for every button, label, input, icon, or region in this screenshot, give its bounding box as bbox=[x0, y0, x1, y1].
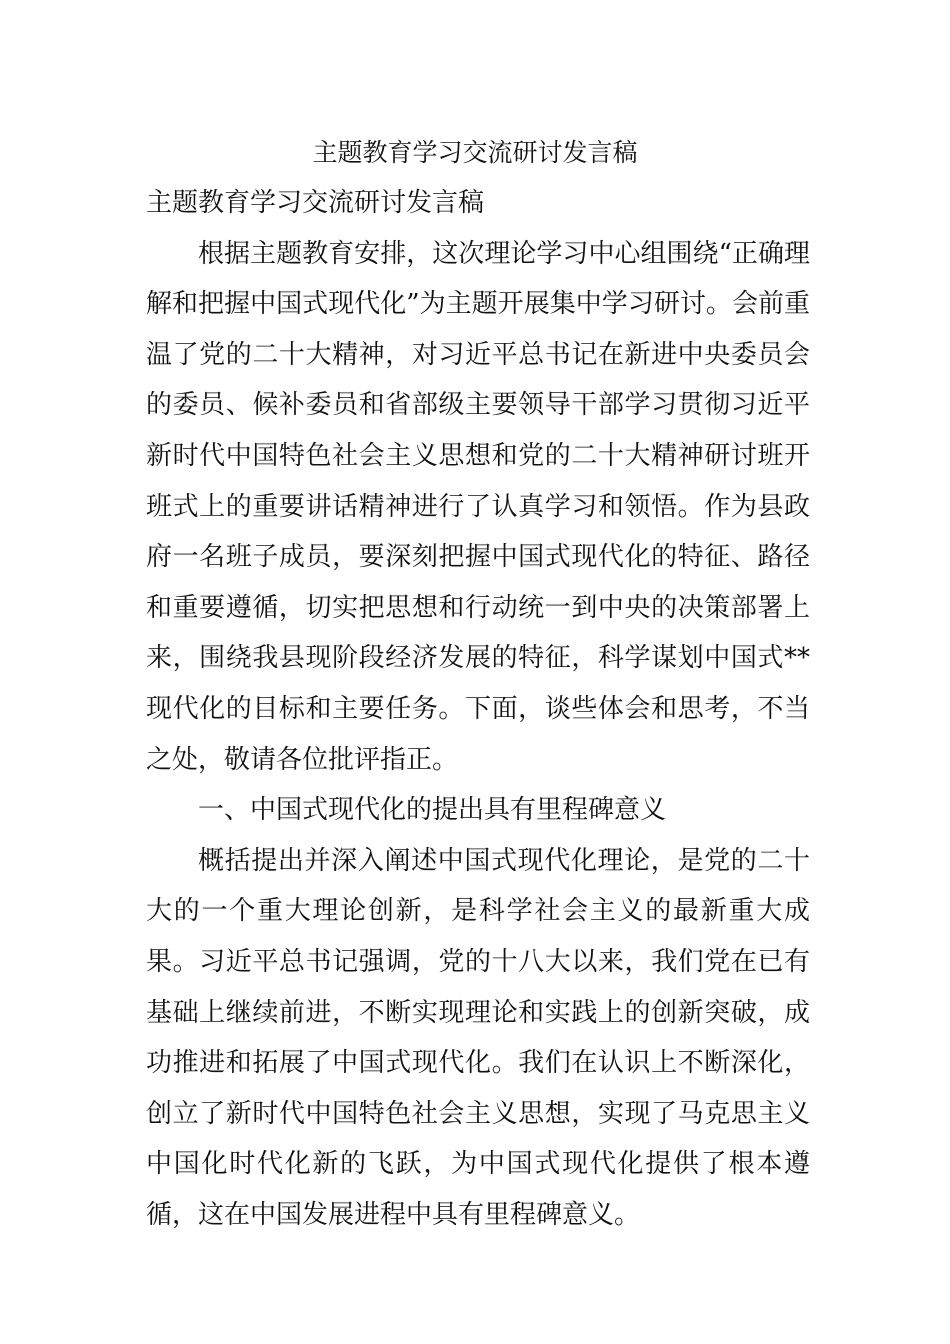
section-heading-1: 一、中国式现代化的提出具有里程碑意义 bbox=[198, 795, 667, 826]
document-subtitle: 主题教育学习交流研讨发言稿 bbox=[146, 188, 485, 218]
document-title: 主题教育学习交流研讨发言稿 bbox=[312, 138, 638, 167]
paragraph-section-1: 概括提出并深入阐述中国式现代化理论，是党的二十大的一个重大理论创新，是科学社会主义的最新重大成果。习近平总书记强调，党的十八大以来，我们党在已有基础上继续前进，不断实现理论和实践上的创新突破，成功推进和拓展了中国式现代化。我们在认识上不断深化，创立了新时代中国特色社会主义思想，实现了马克思主义中国化时代化新的飞跃，为中国式现代化提供了根本遵循，这在中国发展进程中具有里程碑意义。 bbox=[146, 845, 810, 1230]
paragraph-intro: 根据主题教育安排，这次理论学习中心组围绕“正确理解和把握中国式现代化”为主题开展集中学习研讨。会前重温了党的二十大精神，对习近平总书记在新进中央委员会的委员、候补委员和省部级主要领导干部学习贯彻习近平新时代中国特色社会主义思想和党的二十大精神研讨班开班式上的重要讲话精神进行了认真学习和领悟。作为县政府一名班子成员，要深刻把握中国式现代化的特征、路径和重要遵循，切实把思想和行动统一到中央的决策部署上来，围绕我县现阶段经济发展的特征，科学谋划中国式**现代化的目标和主要任务。下面，谈些体会和思考，不当之处，敬请各位批评指正。 bbox=[146, 238, 810, 775]
document-body bbox=[146, 178, 810, 1240]
